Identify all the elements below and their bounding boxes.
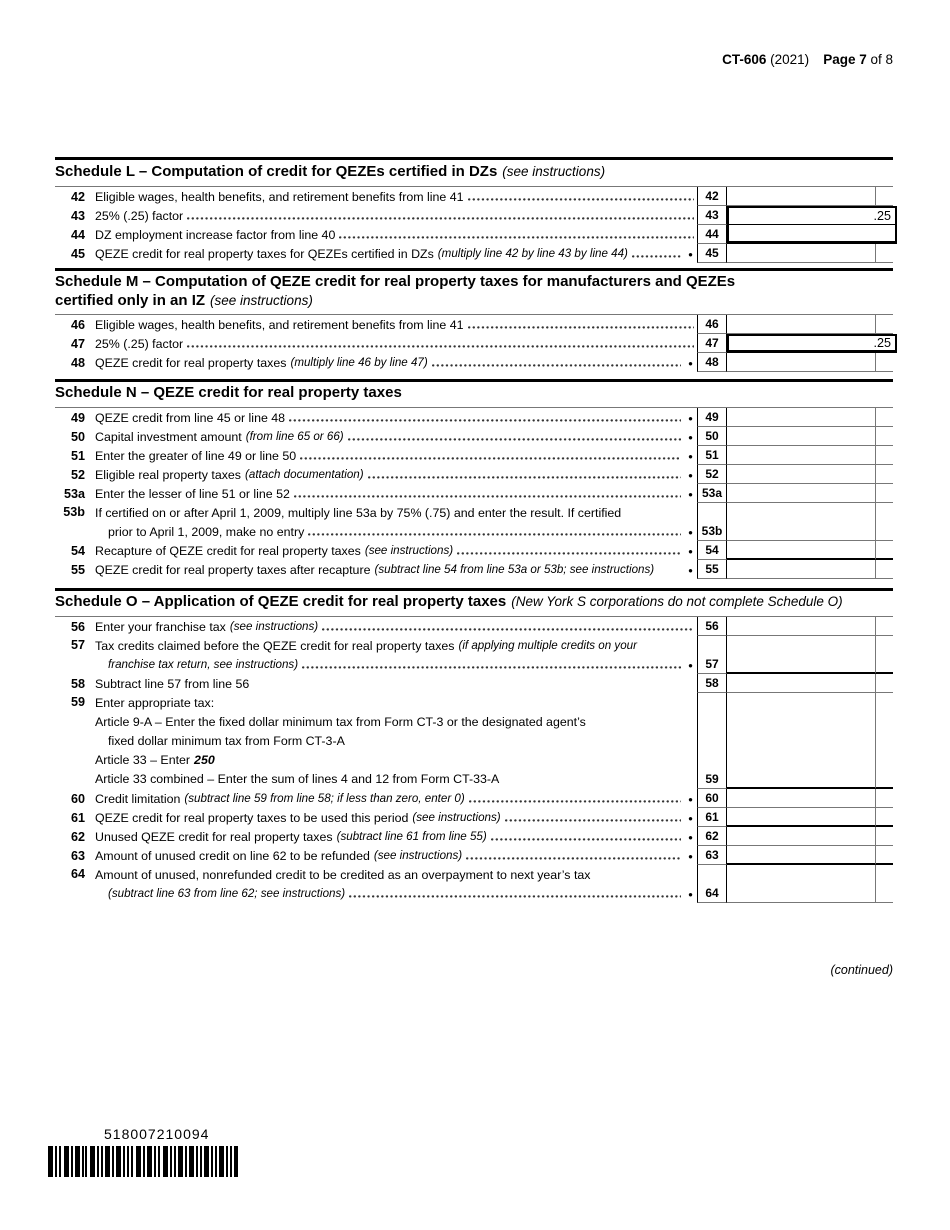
entry-dot-icon: ● — [688, 359, 693, 368]
line-ref-box: 61 — [697, 808, 727, 827]
row-note-continued: (subtract line 63 from line 62; see instructions) — [108, 887, 346, 900]
line-ref-box: 45 — [697, 244, 727, 263]
row-description — [95, 541, 697, 560]
cents-field-59[interactable] — [875, 693, 893, 789]
row-description — [95, 617, 697, 636]
schedule-m-title-note: (see instructions) — [210, 293, 313, 308]
dot-leader — [187, 217, 694, 220]
schedule-n-table — [55, 408, 893, 579]
cents-field-48[interactable] — [875, 353, 893, 372]
cents-field-51[interactable] — [875, 446, 893, 465]
row-label: Amount of unused, nonrefunded credit to be credited as an overpayment to next year’s tax — [95, 867, 591, 882]
row-label: Enter the greater of line 49 or line 50 — [95, 448, 297, 463]
amount-field-55[interactable] — [727, 560, 875, 579]
entry-dot-icon: ● — [688, 490, 693, 499]
description-line — [95, 522, 697, 541]
line-number: 53a — [63, 486, 85, 501]
amount-field-60[interactable] — [727, 789, 875, 808]
line-number: 58 — [70, 676, 85, 691]
line-number: 63 — [70, 848, 85, 863]
line-number: 64 — [70, 867, 85, 881]
form-row-44 — [55, 225, 893, 244]
line-ref-box: 53a — [697, 484, 727, 503]
schedule-o-title-note: (New York S corporations do not complete Schedule O) — [511, 594, 843, 609]
row-label: Enter the lesser of line 51 or line 52 — [95, 486, 290, 501]
row-description — [95, 465, 697, 484]
description-line — [95, 731, 697, 750]
description-line — [95, 712, 697, 731]
schedule-l-bar — [55, 157, 893, 160]
row-label: Recapture of QEZE credit for real property taxes — [95, 543, 361, 558]
form-row-57 — [55, 636, 893, 674]
entry-dot-icon: ● — [688, 452, 693, 461]
line-number: 51 — [70, 448, 85, 463]
row-note: (subtract line 61 from line 55) — [336, 830, 487, 843]
row-description — [95, 446, 697, 465]
sub-line: Article 9-A – Enter the fixed dollar minimum tax from Form CT-3 or the designated agent’s — [95, 714, 586, 729]
amount-field-50[interactable] — [727, 427, 875, 446]
form-row-46 — [55, 315, 893, 334]
page-header — [722, 52, 893, 67]
amount-field-46[interactable] — [727, 315, 875, 334]
row-label: QEZE credit for real property taxes after recapture — [95, 562, 371, 577]
amount-field-52[interactable] — [727, 465, 875, 484]
schedule-n-bar — [55, 379, 893, 382]
row-label: 25% (.25) factor — [95, 336, 184, 351]
line-ref-box: 53b — [697, 503, 727, 541]
row-note: (from line 65 or 66) — [245, 430, 344, 443]
amount-field-44[interactable] — [727, 225, 897, 244]
schedule-o-table — [55, 617, 893, 903]
amount-field-53a[interactable] — [727, 484, 875, 503]
amount-field-45[interactable] — [727, 244, 875, 263]
line-number: 57 — [70, 638, 85, 652]
dot-leader — [339, 236, 694, 239]
dot-leader — [302, 666, 681, 669]
dot-leader — [469, 800, 681, 803]
entry-dot-icon: ● — [688, 852, 693, 861]
form-row-51 — [55, 446, 893, 465]
amount-field-42[interactable] — [727, 187, 875, 206]
description-line — [95, 769, 697, 788]
row-label: Unused QEZE credit for real property taxes — [95, 829, 333, 844]
cents-field-50[interactable] — [875, 427, 893, 446]
amount-field-47[interactable] — [727, 334, 897, 353]
row-note: (see instructions) — [373, 849, 463, 862]
barcode-image — [48, 1146, 238, 1177]
row-label: DZ employment increase factor from line 40 — [95, 227, 336, 242]
row-description — [95, 693, 697, 789]
cents-field-58[interactable] — [875, 674, 893, 693]
line-number: 56 — [70, 619, 85, 634]
description-line — [95, 655, 697, 674]
dot-leader — [187, 345, 694, 348]
row-description — [95, 484, 697, 503]
entry-dot-icon: ● — [688, 433, 693, 442]
cents-field-54[interactable] — [875, 541, 893, 560]
row-label: Amount of unused credit on line 62 to be refunded — [95, 848, 370, 863]
entry-dot-icon: ● — [688, 250, 693, 259]
row-label-continued: prior to April 1, 2009, make no entry — [108, 524, 305, 539]
amount-field-43[interactable] — [727, 206, 897, 225]
dot-leader — [457, 552, 681, 555]
row-description — [95, 427, 697, 446]
row-note: (subtract line 54 from line 53a or 53b; see instructions) — [374, 563, 655, 576]
form-row-47 — [55, 334, 893, 353]
entry-dot-icon: ● — [688, 661, 693, 670]
row-description — [95, 560, 697, 579]
line-ref-box: 54 — [697, 541, 727, 560]
cents-field-62[interactable] — [875, 827, 893, 846]
row-description — [95, 827, 697, 846]
row-note: (see instructions) — [364, 544, 454, 557]
line-ref-box: 47 — [697, 334, 727, 353]
row-label: Enter your franchise tax — [95, 619, 226, 634]
row-label: If certified on or after April 1, 2009, multiply line 53a by 75% (.75) and enter the result. If certified — [95, 505, 622, 520]
schedule-m-table — [55, 315, 893, 372]
line-number: 42 — [70, 189, 85, 204]
dot-leader — [348, 438, 681, 441]
line-ref-box: 59 — [697, 693, 727, 789]
line-number: 44 — [70, 227, 85, 242]
line-number: 45 — [70, 246, 85, 261]
factor-value: .25 — [873, 209, 891, 223]
entry-dot-icon: ● — [688, 414, 693, 423]
dot-leader — [289, 419, 681, 422]
form-row-54 — [55, 541, 893, 560]
entry-dot-icon: ● — [688, 890, 693, 899]
row-description — [95, 187, 697, 206]
line-ref-box: 50 — [697, 427, 727, 446]
line-ref-box: 43 — [697, 206, 727, 225]
page-total: of 8 — [866, 52, 893, 67]
entry-dot-icon: ● — [688, 795, 693, 804]
row-label: Eligible wages, health benefits, and retirement benefits from line 41 — [95, 189, 464, 204]
dot-leader — [468, 326, 695, 329]
schedule-m-title — [55, 272, 893, 315]
entry-dot-icon: ● — [688, 471, 693, 480]
sub-line: Article 33 combined – Enter the sum of lines 4 and 12 from Form CT-33-A — [95, 771, 500, 786]
line-number: 49 — [70, 410, 85, 425]
row-description — [95, 846, 697, 865]
row-description — [95, 503, 697, 541]
dot-leader — [505, 819, 681, 822]
row-description — [95, 334, 697, 353]
line-number: 52 — [70, 467, 85, 482]
line-ref-box: 64 — [697, 865, 727, 903]
line-number: 53b — [63, 505, 85, 519]
barcode — [48, 1146, 238, 1182]
form-row-60 — [55, 789, 893, 808]
form-row-49 — [55, 408, 893, 427]
cents-field-64[interactable] — [875, 865, 893, 903]
entry-dot-icon: ● — [688, 566, 693, 575]
cents-field-56[interactable] — [875, 617, 893, 636]
schedule-m-bar — [55, 268, 893, 271]
amount-field-58[interactable] — [727, 674, 875, 693]
schedule-l-table — [55, 187, 893, 263]
description-line — [95, 503, 697, 522]
sub-line: Article 33 – Enter — [95, 752, 191, 767]
dot-leader — [322, 628, 694, 631]
form-row-53a — [55, 484, 893, 503]
schedule-o-title-text: Schedule O – Application of QEZE credit for real property taxes — [55, 593, 507, 610]
row-description — [95, 353, 697, 372]
form-row-53b — [55, 503, 893, 541]
amount-field-59[interactable] — [727, 693, 875, 789]
row-label: Credit limitation — [95, 791, 181, 806]
row-description — [95, 225, 697, 244]
row-label: Eligible wages, health benefits, and retirement benefits from line 41 — [95, 317, 464, 332]
row-label: Subtract line 57 from line 56 — [95, 676, 250, 691]
form-row-42 — [55, 187, 893, 206]
cents-field-52[interactable] — [875, 465, 893, 484]
form-row-50 — [55, 427, 893, 446]
line-number: 54 — [70, 543, 85, 558]
schedule-o-bar — [55, 588, 893, 591]
entry-dot-icon: ● — [688, 547, 693, 556]
row-description — [95, 408, 697, 427]
continued-label: (continued) — [830, 963, 893, 977]
row-description — [95, 206, 697, 225]
amount-field-61[interactable] — [727, 808, 875, 827]
line-ref-box: 46 — [697, 315, 727, 334]
cents-field-46[interactable] — [875, 315, 893, 334]
amount-field-54[interactable] — [727, 541, 875, 560]
row-label: Capital investment amount — [95, 429, 242, 444]
row-label: Enter appropriate tax: — [95, 695, 215, 710]
description-line — [95, 636, 697, 655]
schedule-l-title — [55, 162, 893, 187]
dot-leader — [294, 495, 681, 498]
row-description — [95, 244, 697, 263]
line-ref-box: 57 — [697, 636, 727, 674]
form-row-48 — [55, 353, 893, 372]
cents-field-55[interactable] — [875, 560, 893, 579]
entry-dot-icon: ● — [688, 814, 693, 823]
dot-leader — [632, 255, 681, 258]
line-ref-box: 62 — [697, 827, 727, 846]
amount-field-49[interactable] — [727, 408, 875, 427]
row-note: (see instructions) — [412, 811, 501, 824]
row-note: (see instructions) — [229, 620, 319, 633]
form-row-45 — [55, 244, 893, 263]
schedule-m-title-line2 — [55, 291, 893, 310]
form-row-61 — [55, 808, 893, 827]
form-year: (2021) — [766, 52, 810, 67]
row-description — [95, 674, 697, 693]
form-row-59 — [55, 693, 893, 789]
barcode-number: 518007210094 — [104, 1126, 210, 1142]
dot-leader — [308, 533, 681, 536]
form-row-63 — [55, 846, 893, 865]
amount-field-51[interactable] — [727, 446, 875, 465]
line-number: 47 — [70, 336, 85, 351]
line-ref-box: 49 — [697, 408, 727, 427]
schedule-l-title-text: Schedule L – Computation of credit for QEZEs certified in DZs — [55, 163, 498, 180]
row-note: (attach documentation) — [245, 468, 364, 481]
schedule-m-title-line2-text: certified only in an IZ — [55, 292, 206, 309]
line-number: 46 — [70, 317, 85, 332]
amount-field-64[interactable] — [727, 865, 875, 903]
cents-field-60[interactable] — [875, 789, 893, 808]
description-line — [95, 865, 697, 884]
form-row-64 — [55, 865, 893, 903]
line-ref-box: 58 — [697, 674, 727, 693]
form-row-55 — [55, 560, 893, 579]
cents-field-53a[interactable] — [875, 484, 893, 503]
form-row-43 — [55, 206, 893, 225]
line-ref-box: 44 — [697, 225, 727, 244]
row-note-continued: franchise tax return, see instructions) — [108, 658, 299, 671]
line-ref-box: 48 — [697, 353, 727, 372]
schedule-l-title-note: (see instructions) — [502, 164, 606, 179]
schedule-m-title-text: Schedule M – Computation of QEZE credit for real property taxes for manufacturers and QEZEs — [55, 273, 736, 290]
dot-leader — [349, 895, 681, 898]
cents-field-53b[interactable] — [875, 503, 893, 541]
line-ref-box: 55 — [697, 560, 727, 579]
entry-dot-icon: ● — [688, 833, 693, 842]
row-label: QEZE credit for real property taxes — [95, 355, 287, 370]
line-ref-box: 60 — [697, 789, 727, 808]
row-label: 25% (.25) factor — [95, 208, 184, 223]
dot-leader — [432, 364, 681, 367]
dot-leader — [466, 857, 681, 860]
entry-dot-icon: ● — [688, 528, 693, 537]
factor-value: .25 — [873, 336, 891, 350]
dot-leader — [491, 838, 681, 841]
line-number: 43 — [70, 208, 85, 223]
row-note: (multiply line 46 by line 47) — [290, 356, 428, 369]
dot-leader — [300, 457, 681, 460]
line-ref-box: 56 — [697, 617, 727, 636]
line-number: 60 — [70, 791, 85, 806]
form-row-58 — [55, 674, 893, 693]
row-label: Tax credits claimed before the QEZE credit for real property taxes — [95, 638, 455, 653]
form-row-62 — [55, 827, 893, 846]
amount-field-53b[interactable] — [727, 503, 875, 541]
sub-line: fixed dollar minimum tax from Form CT-3-A — [108, 733, 345, 748]
form-row-56 — [55, 617, 893, 636]
line-number: 55 — [70, 562, 85, 577]
row-note: (if applying multiple credits on your — [458, 639, 637, 652]
amount-field-63[interactable] — [727, 846, 875, 865]
line-number: 61 — [70, 810, 85, 825]
line-ref-box: 52 — [697, 465, 727, 484]
amount-field-57[interactable] — [727, 636, 875, 674]
cents-field-57[interactable] — [875, 636, 893, 674]
row-description — [95, 315, 697, 334]
row-description — [95, 865, 697, 903]
row-description — [95, 789, 697, 808]
row-label: QEZE credit from line 45 or line 48 — [95, 410, 286, 425]
description-line — [95, 884, 697, 903]
cents-field-45[interactable] — [875, 244, 893, 263]
dot-leader — [368, 476, 681, 479]
amount-field-56[interactable] — [727, 617, 875, 636]
amount-field-62[interactable] — [727, 827, 875, 846]
line-ref-box: 51 — [697, 446, 727, 465]
form-id: CT-606 — [722, 52, 767, 67]
row-note: (multiply line 42 by line 43 by line 44) — [437, 247, 628, 260]
description-line — [95, 693, 697, 712]
cents-field-63[interactable] — [875, 846, 893, 865]
description-line — [95, 750, 697, 769]
line-number: 59 — [70, 695, 85, 709]
row-label: QEZE credit for real property taxes for QEZEs certified in DZs — [95, 246, 434, 261]
line-number: 62 — [70, 829, 85, 844]
cents-field-49[interactable] — [875, 408, 893, 427]
line-ref-box: 63 — [697, 846, 727, 865]
form-row-52 — [55, 465, 893, 484]
schedule-o-title — [55, 592, 893, 617]
row-label: QEZE credit for real property taxes to be used this period — [95, 810, 409, 825]
schedule-n-title-text: Schedule N – QEZE credit for real property taxes — [55, 384, 402, 401]
cents-field-42[interactable] — [875, 187, 893, 206]
cents-field-61[interactable] — [875, 808, 893, 827]
line-number: 50 — [70, 429, 85, 444]
row-description — [95, 808, 697, 827]
amount-field-48[interactable] — [727, 353, 875, 372]
row-note: (subtract line 59 from line 58; if less than zero, enter 0) — [184, 792, 465, 805]
dot-leader — [468, 198, 695, 201]
schedule-n-title — [55, 383, 893, 408]
row-description — [95, 636, 697, 674]
row-label: Eligible real property taxes — [95, 467, 242, 482]
line-number: 48 — [70, 355, 85, 370]
sub-line-strong: 250 — [194, 752, 215, 767]
line-ref-box: 42 — [697, 187, 727, 206]
page-number: Page 7 — [823, 52, 867, 67]
